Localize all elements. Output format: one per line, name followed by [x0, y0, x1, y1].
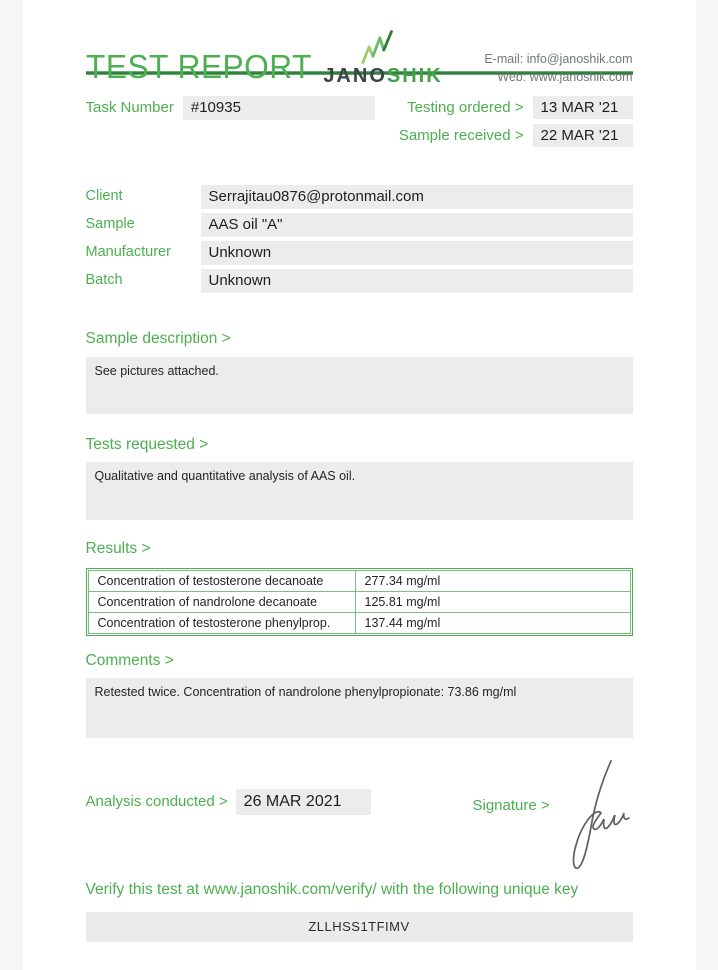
sample-received-label: Sample received > — [398, 127, 524, 144]
table-row — [88, 612, 631, 634]
contact-web: Web: www.janoshik.com — [497, 70, 633, 85]
tests-requested-section — [86, 436, 633, 520]
dates-group — [399, 96, 633, 147]
result-value: 125.81 mg/ml — [364, 595, 441, 609]
table-row — [88, 591, 631, 612]
client-info-section — [86, 185, 633, 293]
task-number-label: Task Number — [85, 99, 174, 116]
sample-received-row — [399, 124, 633, 147]
contact-email: E-mail: info@janoshik.com — [484, 52, 633, 66]
manufacturer-label: Manufacturer — [85, 244, 171, 260]
sample-received-date: 22 MAR '21 — [533, 124, 633, 147]
signature-image — [551, 755, 641, 880]
logo-wordmark — [323, 65, 442, 88]
testing-ordered-label: Testing ordered > — [407, 99, 524, 116]
info-row-client — [86, 185, 633, 209]
report-page — [23, 0, 696, 970]
comments-section — [86, 652, 633, 738]
testing-ordered-row — [399, 96, 633, 119]
results-section — [86, 540, 633, 636]
info-row-sample — [86, 213, 633, 237]
result-value: 137.44 mg/ml — [364, 616, 441, 630]
result-value: 277.34 mg/ml — [364, 574, 441, 588]
sample-description-heading: Sample description > — [85, 330, 231, 347]
task-section — [86, 96, 633, 147]
results-table — [86, 568, 633, 636]
logo-wordmark-green: SHIK — [386, 65, 443, 87]
logo-wordmark-dark: JANO — [323, 65, 387, 87]
sample-value: AAS oil "A" — [201, 213, 633, 237]
page-title: TEST REPORT — [85, 48, 312, 85]
batch-label: Batch — [85, 272, 123, 288]
analysis-signature-section — [86, 789, 633, 849]
analysis-date-value: 26 MAR 2021 — [236, 789, 371, 815]
task-number-value: #10935 — [183, 96, 375, 120]
contact-info — [463, 50, 633, 86]
comments-heading: Comments > — [85, 652, 174, 669]
result-analyte: Concentration of testosterone decanoate — [89, 571, 356, 591]
batch-value: Unknown — [201, 269, 633, 293]
client-label: Client — [85, 188, 123, 204]
result-analyte: Concentration of nandrolone decanoate — [89, 592, 356, 612]
sample-label: Sample — [85, 216, 135, 232]
manufacturer-value: Unknown — [201, 241, 633, 265]
sample-description-box: See pictures attached. — [86, 357, 633, 414]
unique-key-value: ZLLHSS1TFIMV — [86, 912, 633, 942]
tests-requested-box: Qualitative and quantitative analysis of AAS oil. — [86, 462, 633, 520]
signature-label: Signature > — [472, 797, 550, 814]
verify-instruction: Verify this test at www.janoshik.com/verify/ with the following unique key — [85, 881, 579, 898]
report-header — [85, 0, 633, 87]
table-row — [88, 570, 631, 591]
janoshik-logo — [304, 30, 463, 88]
sample-description-section — [86, 330, 633, 414]
info-row-manufacturer — [86, 241, 633, 265]
results-heading: Results > — [85, 540, 151, 557]
result-analyte: Concentration of testosterone phenylprop. — [89, 613, 356, 633]
tests-requested-heading: Tests requested > — [85, 436, 209, 453]
task-number-group — [86, 96, 375, 147]
testing-ordered-date: 13 MAR '21 — [533, 96, 633, 119]
client-value: Serrajitau0876@protonmail.com — [201, 185, 633, 209]
growth-chart-icon — [358, 30, 408, 64]
comments-box: Retested twice. Concentration of nandrolone phenylpropionate: 73.86 mg/ml — [86, 678, 633, 738]
info-row-batch — [86, 269, 633, 293]
analysis-conducted-label: Analysis conducted > — [85, 793, 228, 810]
